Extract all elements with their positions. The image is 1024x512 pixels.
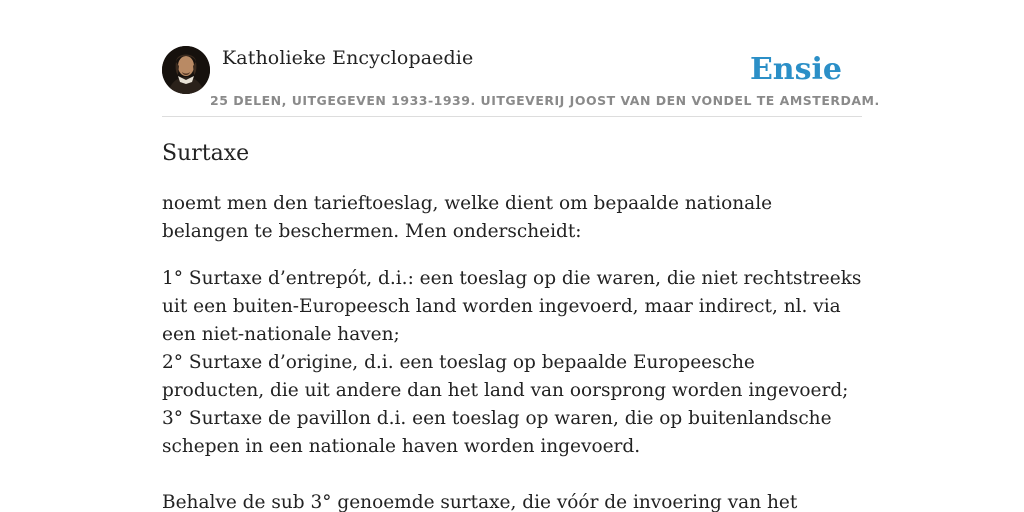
- entry-title: Surtaxe: [162, 141, 250, 166]
- portrait-icon[interactable]: [162, 46, 210, 94]
- list-item: 3° Surtaxe de pavillon d.i. een toeslag op waren, die op buitenlandsche schepen in een nationale haven worden ingevoerd.: [162, 408, 832, 457]
- list-item: 1° Surtaxe d’entrepót, d.i.: een toeslag op die waren, die niet rechtstreeks uit een buiten-Europeesch land worden ingevoerd, maar indirect, nl. via een niet-nationale haven;: [162, 268, 862, 345]
- source-title[interactable]: Katholieke Encyclopaedie: [222, 47, 474, 69]
- list-item: 2° Surtaxe d’origine, d.i. een toeslag op bepaalde Europeesche producten, die uit andere dan het land van oorsprong worden ingevoerd;: [162, 352, 849, 401]
- source-subtitle: 25 DELEN, UITGEGEVEN 1933-1939. UITGEVERIJ JOOST VAN DEN VONDEL TE AMSTERDAM.: [210, 93, 880, 108]
- intro-paragraph: noemt men den tarieftoeslag, welke dient om bepaalde nationale belangen te beschermen. Men onderscheidt:: [162, 193, 773, 242]
- brand-logo-link[interactable]: Ensie: [749, 52, 842, 87]
- article-body: [162, 138, 862, 512]
- item-list: [162, 265, 862, 461]
- closing-paragraph: Behalve de sub 3° genoemde surtaxe, die vóór de invoering van het: [162, 492, 798, 512]
- source-header: [162, 46, 880, 117]
